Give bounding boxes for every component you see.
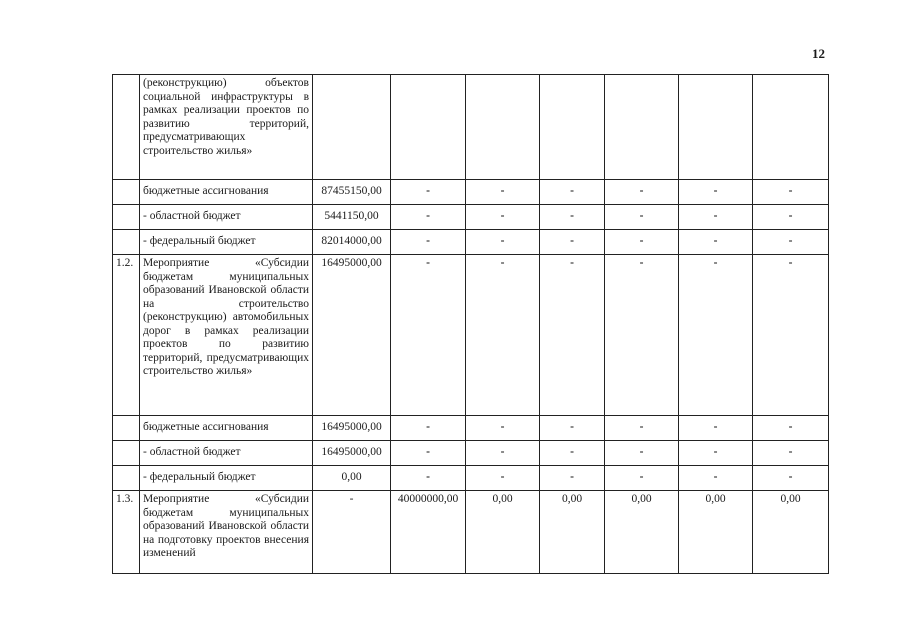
year-value-cell (679, 75, 753, 180)
funding-source-row (113, 466, 829, 491)
year-value-cell: 0,00 (753, 491, 829, 574)
funding-source-label: бюджетные ассигнования (140, 416, 313, 441)
year-value-cell: - (605, 416, 679, 441)
year-value-cell: - (466, 180, 540, 205)
measure-row (113, 491, 829, 574)
funding-source-label: - областной бюджет (140, 441, 313, 466)
year-value-cell: - (679, 441, 753, 466)
year-value-cell: - (466, 441, 540, 466)
year-value-cell: - (466, 255, 540, 416)
year-value-cell: - (753, 255, 829, 416)
total-amount-cell: 16495000,00 (313, 416, 391, 441)
year-value-cell: - (391, 416, 466, 441)
year-value-cell: - (753, 466, 829, 491)
year-value-cell: - (391, 205, 466, 230)
year-value-cell: - (391, 441, 466, 466)
year-value-cell: - (466, 416, 540, 441)
row-number-cell (113, 180, 140, 205)
year-value-cell: - (753, 180, 829, 205)
year-value-cell: 40000000,00 (391, 491, 466, 574)
year-value-cell: - (391, 466, 466, 491)
year-value-cell: - (605, 180, 679, 205)
total-amount-cell: 0,00 (313, 466, 391, 491)
year-value-cell: - (391, 180, 466, 205)
funding-source-label: - федеральный бюджет (140, 230, 313, 255)
year-value-cell: - (540, 180, 605, 205)
year-value-cell: - (679, 205, 753, 230)
year-value-cell (540, 75, 605, 180)
funding-source-label: - федеральный бюджет (140, 466, 313, 491)
measure-description: Мероприятие «Субсидии бюджетам муниципальных образований Ивановской области на строительство (реконструкцию) автомобильных дорог в рамках реализации проектов по развитию территорий, предусматривающих строительство жилья» (140, 255, 313, 416)
budget-table (112, 74, 829, 574)
year-value-cell: - (753, 205, 829, 230)
year-value-cell: - (391, 255, 466, 416)
year-value-cell: - (391, 230, 466, 255)
row-number-cell: 1.2. (113, 255, 140, 416)
year-value-cell: - (679, 180, 753, 205)
funding-source-label: - областной бюджет (140, 205, 313, 230)
year-value-cell: - (605, 441, 679, 466)
year-value-cell: - (753, 416, 829, 441)
year-value-cell: - (540, 205, 605, 230)
funding-source-row (113, 230, 829, 255)
year-value-cell: - (753, 230, 829, 255)
row-number-cell: 1.3. (113, 491, 140, 574)
measure-row (113, 255, 829, 416)
measure-row (113, 75, 829, 180)
year-value-cell: 0,00 (466, 491, 540, 574)
year-value-cell: - (605, 205, 679, 230)
year-value-cell (466, 75, 540, 180)
total-amount-cell: 16495000,00 (313, 255, 391, 416)
year-value-cell: - (753, 441, 829, 466)
total-amount-cell (313, 75, 391, 180)
year-value-cell: - (540, 230, 605, 255)
total-amount-cell: 16495000,00 (313, 441, 391, 466)
year-value-cell: - (679, 255, 753, 416)
year-value-cell: - (679, 230, 753, 255)
year-value-cell (391, 75, 466, 180)
row-number-cell (113, 416, 140, 441)
year-value-cell: 0,00 (605, 491, 679, 574)
measure-description: (реконструкцию) объектов социальной инфраструктуры в рамках реализации проектов по развитию территорий, предусматривающих строительство жилья» (140, 75, 313, 180)
funding-source-row (113, 416, 829, 441)
year-value-cell: - (605, 466, 679, 491)
year-value-cell: - (540, 466, 605, 491)
year-value-cell: 0,00 (540, 491, 605, 574)
year-value-cell: - (679, 416, 753, 441)
row-number-cell (113, 466, 140, 491)
year-value-cell: - (605, 255, 679, 416)
table-body (113, 75, 829, 574)
funding-source-row (113, 180, 829, 205)
year-value-cell: 0,00 (679, 491, 753, 574)
year-value-cell: - (466, 205, 540, 230)
total-amount-cell: - (313, 491, 391, 574)
funding-source-row (113, 205, 829, 230)
total-amount-cell: 5441150,00 (313, 205, 391, 230)
funding-source-label: бюджетные ассигнования (140, 180, 313, 205)
row-number-cell (113, 75, 140, 180)
year-value-cell: - (540, 441, 605, 466)
page-number: 12 (812, 46, 825, 61)
year-value-cell: - (466, 466, 540, 491)
funding-source-row (113, 441, 829, 466)
row-number-cell (113, 205, 140, 230)
row-number-cell (113, 230, 140, 255)
total-amount-cell: 82014000,00 (313, 230, 391, 255)
year-value-cell: - (540, 255, 605, 416)
year-value-cell: - (605, 230, 679, 255)
measure-description: Мероприятие «Субсидии бюджетам муниципальных образований Ивановской области на подготовку проектов внесения изменений (140, 491, 313, 574)
year-value-cell: - (679, 466, 753, 491)
row-number-cell (113, 441, 140, 466)
total-amount-cell: 87455150,00 (313, 180, 391, 205)
year-value-cell (753, 75, 829, 180)
year-value-cell (605, 75, 679, 180)
year-value-cell: - (540, 416, 605, 441)
year-value-cell: - (466, 230, 540, 255)
